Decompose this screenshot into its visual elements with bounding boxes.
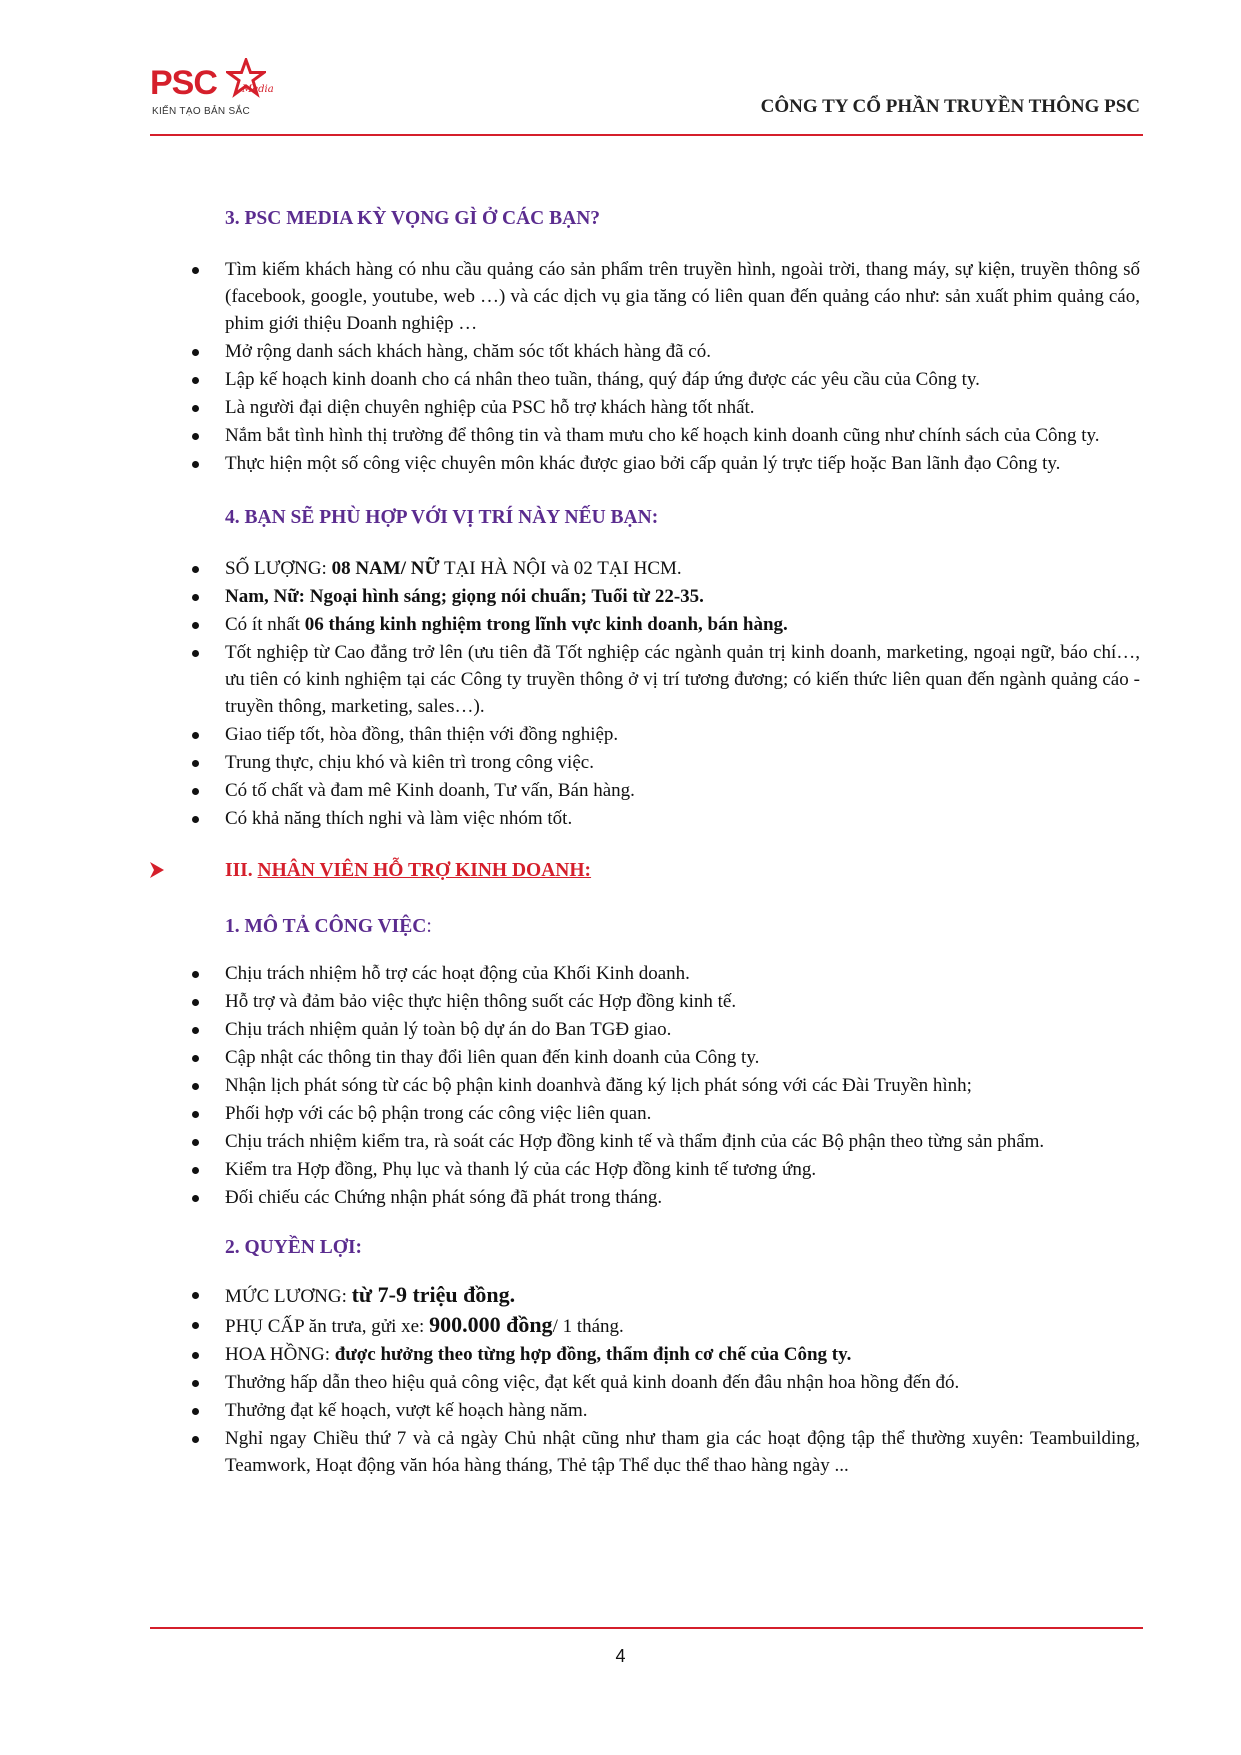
company-name: CÔNG TY CỔ PHẦN TRUYỀN THÔNG PSC bbox=[760, 96, 1140, 117]
list-item: Chịu trách nhiệm kiểm tra, rà soát các Hợp đồng kinh tế và thẩm định của các Bộ phận theo từng sản phẩm. bbox=[150, 1128, 1140, 1155]
list-item: Phối hợp với các bộ phận trong các công việc liên quan. bbox=[150, 1100, 1140, 1127]
list-item: Mở rộng danh sách khách hàng, chăm sóc tốt khách hàng đã có. bbox=[150, 338, 1140, 365]
page-number: 4 bbox=[615, 1646, 626, 1666]
list-item: Tìm kiếm khách hàng có nhu cầu quảng cáo sản phẩm trên truyền hình, ngoài trời, thang máy, sự kiện, truyền thông số (facebook, google, youtube, web …) và các dịch vụ gia tăng có liên quan đến quảng cáo như: sản xuất phim quảng cáo, phim giới thiệu Doanh nghiệp … bbox=[150, 256, 1140, 337]
bullet-icon bbox=[192, 1380, 199, 1387]
footer-divider bbox=[150, 1627, 1143, 1629]
bullet-icon bbox=[192, 1139, 199, 1146]
list-item: HOA HỒNG: được hưởng theo từng hợp đồng, thẩm định cơ chế của Công ty. bbox=[150, 1341, 1140, 1368]
bullet-icon bbox=[192, 1436, 199, 1443]
section-title-benefits: 2. QUYỀN LỢI: bbox=[225, 1237, 363, 1258]
list-item: Nam, Nữ: Ngoại hình sáng; giọng nói chuẩn; Tuổi từ 22-35. bbox=[150, 583, 1140, 610]
list-item: Đối chiếu các Chứng nhận phát sóng đã phát trong tháng. bbox=[150, 1184, 1140, 1211]
list-item: Có khả năng thích nghi và làm việc nhóm tốt. bbox=[150, 805, 1140, 832]
bullet-icon bbox=[192, 1408, 199, 1415]
bullet-icon bbox=[192, 622, 199, 629]
list-item: Thực hiện một số công việc chuyên môn khác được giao bởi cấp quản lý trực tiếp hoặc Ban lãnh đạo Công ty. bbox=[150, 450, 1140, 477]
section-title-expectations: 3. PSC MEDIA KỲ VỌNG GÌ Ở CÁC BẠN? bbox=[225, 208, 601, 229]
logo-tagline: KIẾN TẠO BẢN SẮC bbox=[152, 106, 250, 117]
job-description-list bbox=[150, 960, 1140, 1211]
bullet-icon bbox=[192, 650, 199, 657]
bullet-icon bbox=[192, 1055, 199, 1062]
list-item: Trung thực, chịu khó và kiên trì trong công việc. bbox=[150, 749, 1140, 776]
list-item: Thưởng đạt kế hoạch, vượt kế hoạch hàng năm. bbox=[150, 1397, 1140, 1424]
bullet-icon bbox=[192, 971, 199, 978]
header-divider bbox=[150, 134, 1143, 136]
list-item: Có ít nhất 06 tháng kinh nghiệm trong lĩnh vực kinh doanh, bán hàng. bbox=[150, 611, 1140, 638]
list-item: SỐ LƯỢNG: 08 NAM/ NỮ TẠI HÀ NỘI và 02 TẠI HCM. bbox=[150, 555, 1140, 582]
psc-logo bbox=[150, 58, 274, 128]
bullet-icon bbox=[192, 1322, 199, 1329]
arrow-bullet-icon bbox=[150, 862, 164, 878]
logo-wordmark: PSC bbox=[150, 64, 217, 102]
requirements-list bbox=[150, 555, 1140, 832]
bullet-icon bbox=[192, 594, 199, 601]
list-item: Thưởng hấp dẫn theo hiệu quả công việc, đạt kết quả kinh doanh đến đâu nhận hoa hồng đến đó. bbox=[150, 1369, 1140, 1396]
section-heading-sales-support: III. NHÂN VIÊN HỖ TRỢ KINH DOANH: bbox=[150, 860, 1140, 882]
list-item: Lập kế hoạch kinh doanh cho cá nhân theo tuần, tháng, quý đáp ứng được các yêu cầu của Công ty. bbox=[150, 366, 1140, 393]
list-item: Hỗ trợ và đảm bảo việc thực hiện thông suốt các Hợp đồng kinh tế. bbox=[150, 988, 1140, 1015]
list-item: Nghỉ ngay Chiều thứ 7 và cả ngày Chủ nhật cũng như tham gia các hoạt động tập thể thường xuyên: Teambuilding, Teamwork, Hoạt động văn hóa hàng tháng, Thẻ tập Thể dục thể thao hàng ngày ... bbox=[150, 1425, 1140, 1479]
bullet-icon bbox=[192, 377, 199, 384]
bullet-icon bbox=[192, 816, 199, 823]
list-item: Là người đại diện chuyên nghiệp của PSC hỗ trợ khách hàng tốt nhất. bbox=[150, 394, 1140, 421]
bullet-icon bbox=[192, 1027, 199, 1034]
list-item: Nắm bắt tình hình thị trường để thông tin và tham mưu cho kế hoạch kinh doanh cũng như chính sách của Công ty. bbox=[150, 422, 1140, 449]
bullet-icon bbox=[192, 1292, 199, 1299]
list-item: Chịu trách nhiệm quản lý toàn bộ dự án do Ban TGĐ giao. bbox=[150, 1016, 1140, 1043]
list-item: Cập nhật các thông tin thay đổi liên quan đến kinh doanh của Công ty. bbox=[150, 1044, 1140, 1071]
bullet-icon bbox=[192, 1352, 199, 1359]
list-item: MỨC LƯƠNG: từ 7-9 triệu đồng. bbox=[150, 1281, 1140, 1310]
bullet-icon bbox=[192, 760, 199, 767]
logo-media-text: Media bbox=[242, 84, 274, 95]
list-item: Có tố chất và đam mê Kinh doanh, Tư vấn, Bán hàng. bbox=[150, 777, 1140, 804]
bullet-icon bbox=[192, 461, 199, 468]
bullet-icon bbox=[192, 1083, 199, 1090]
bullet-icon bbox=[192, 405, 199, 412]
page-header bbox=[150, 58, 1140, 138]
bullet-icon bbox=[192, 732, 199, 739]
list-item: Giao tiếp tốt, hòa đồng, thân thiện với đồng nghiệp. bbox=[150, 721, 1140, 748]
list-item: PHỤ CẤP ăn trưa, gửi xe: 900.000 đồng/ 1 tháng. bbox=[150, 1311, 1140, 1340]
bullet-icon bbox=[192, 788, 199, 795]
bullet-icon bbox=[192, 1167, 199, 1174]
list-item: Nhận lịch phát sóng từ các bộ phận kinh doanhvà đăng ký lịch phát sóng với các Đài Truyền hình; bbox=[150, 1072, 1140, 1099]
bullet-icon bbox=[192, 999, 199, 1006]
expectations-list bbox=[150, 256, 1140, 477]
section-title-job-description: 1. MÔ TẢ CÔNG VIỆC: bbox=[225, 916, 432, 937]
bullet-icon bbox=[192, 267, 199, 274]
bullet-icon bbox=[192, 1195, 199, 1202]
section-title-requirements: 4. BẠN SẼ PHÙ HỢP VỚI VỊ TRÍ NÀY NẾU BẠN: bbox=[225, 507, 659, 528]
document-body bbox=[150, 208, 1140, 1480]
list-item: Tốt nghiệp từ Cao đẳng trở lên (ưu tiên đã Tốt nghiệp các ngành quản trị kinh doanh, marketing, ngoại ngữ, báo chí…, ưu tiên có kinh nghiệm tại các Công ty truyền thông ở vị trí tương đương; có kiến thức liên quan đến ngành quảng cáo - truyền thông, marketing, sales…). bbox=[150, 639, 1140, 720]
bullet-icon bbox=[192, 349, 199, 356]
bullet-icon bbox=[192, 566, 199, 573]
benefits-list bbox=[150, 1281, 1140, 1479]
list-item: Kiểm tra Hợp đồng, Phụ lục và thanh lý của các Hợp đồng kinh tế tương ứng. bbox=[150, 1156, 1140, 1183]
bullet-icon bbox=[192, 1111, 199, 1118]
bullet-icon bbox=[192, 433, 199, 440]
list-item: Chịu trách nhiệm hỗ trợ các hoạt động của Khối Kinh doanh. bbox=[150, 960, 1140, 987]
